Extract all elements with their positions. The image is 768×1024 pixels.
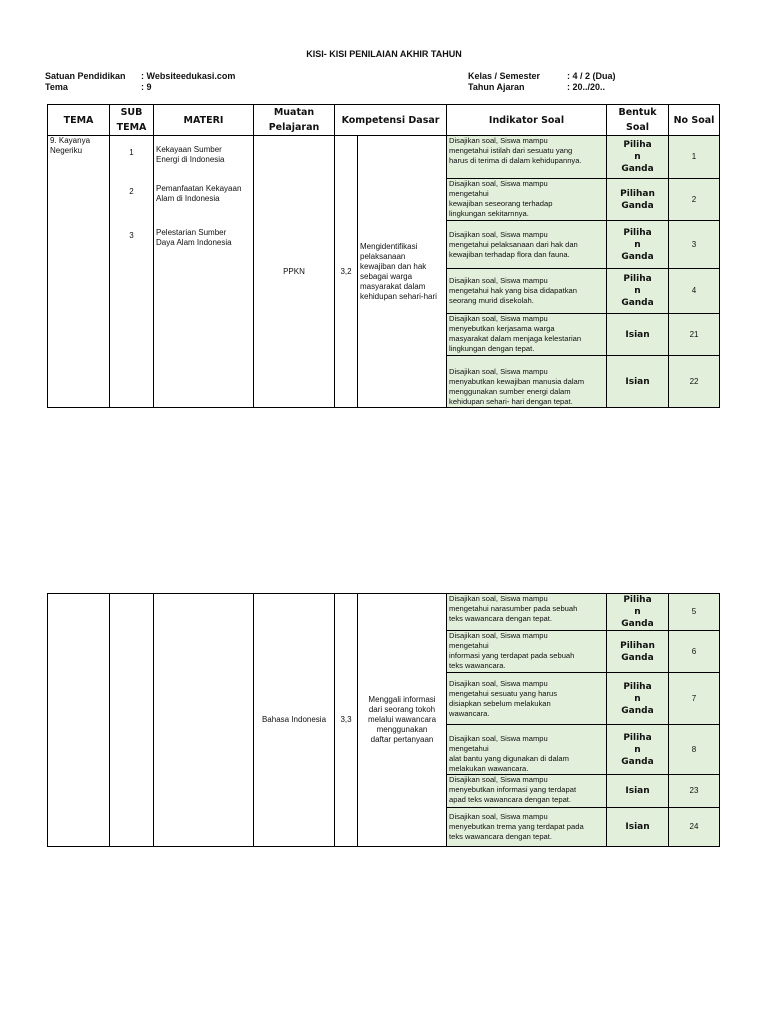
bentuk-cell: Piliha n Ganda — [607, 725, 669, 775]
bentuk-cell: Isian — [607, 356, 669, 408]
document-title: KISI- KISI PENILAIAN AKHIR TAHUN — [306, 49, 462, 59]
header-indikator: Indikator Soal — [447, 105, 607, 136]
nosoal-cell: 22 — [669, 356, 720, 408]
nosoal-cell: 23 — [669, 775, 720, 808]
nosoal-cell: 7 — [669, 673, 720, 725]
tema-row — [45, 82, 235, 93]
nosoal-cell: 2 — [669, 179, 720, 221]
kd-text-cell: Menggali informasi dari seorang tokoh melalui wawancara menggunakan daftar pertanyaan — [358, 594, 447, 847]
kd-text-cell: Mengidentifikasi pelaksanaan kewajiban dan hak sebagai warga masyarakat dalam kehidupan sehari-hari — [358, 136, 447, 408]
tema-value: : 9 — [141, 82, 152, 92]
kelas-label: Kelas / Semester — [468, 71, 541, 81]
bentuk-cell: Piliha n Ganda — [607, 594, 669, 631]
tahun-value: : 20../20.. — [567, 82, 606, 92]
materi-2: Pemanfaatan Kekayaan Alam di Indonesia — [156, 184, 242, 203]
table-row — [48, 594, 720, 631]
indikator-cell: Disajikan soal, Siswa mampu mengetahui kewajiban seseorang terhadap lingkungan sekitarnnya. — [447, 179, 607, 221]
satuan-value: : Websiteedukasi.com — [141, 71, 236, 81]
header-materi: MATERI — [154, 105, 254, 136]
header-muatan: Muatan Pelajaran — [254, 105, 335, 136]
subtema-2: 2 — [129, 187, 134, 196]
bentuk-cell: Piliha n Ganda — [607, 221, 669, 269]
meta-left — [45, 71, 235, 93]
subtema-3: 3 — [129, 231, 134, 240]
indikator-cell: Disajikan soal, Siswa mampu mengetahui narasumber pada sebuah teks wawancara dengan tepat. — [447, 594, 607, 631]
indikator-cell: Disajikan soal, Siswa mampu menyebutkan kerjasama warga masyarakat dalam menjaga kelestarian lingkungan dengan tepat. — [447, 314, 607, 356]
subtema-1: 1 — [129, 148, 134, 157]
nosoal-cell: 5 — [669, 594, 720, 631]
nosoal-cell: 4 — [669, 269, 720, 314]
muatan-cell: Bahasa Indonesia — [254, 594, 335, 847]
muatan-cell: PPKN — [254, 136, 335, 408]
materi-cell-empty — [154, 594, 254, 847]
meta-right — [468, 71, 616, 93]
kd-number-cell: 3,3 — [335, 594, 358, 847]
table-row — [48, 136, 720, 179]
indikator-cell: Disajikan soal, Siswa mampu mengetahui pelaksanaan dari hak dan kewajiban terhadap flora dan fauna. — [447, 221, 607, 269]
nosoal-cell: 8 — [669, 725, 720, 775]
indikator-cell: Disajikan soal, Siswa mampu mengetahui hak yang bisa didapatkan seorang murid disekolah. — [447, 269, 607, 314]
nosoal-cell: 1 — [669, 136, 720, 179]
bentuk-cell: Isian — [607, 314, 669, 356]
header-subtema: SUB TEMA — [110, 105, 154, 136]
nosoal-cell: 3 — [669, 221, 720, 269]
indikator-cell: Disajikan soal, Siswa mampu mengetahui alat bantu yang digunakan di dalam melakukan wawancara. — [447, 725, 607, 775]
table-header-row — [48, 105, 720, 136]
kd-number-cell: 3,2 — [335, 136, 358, 408]
bentuk-cell: Pilihan Ganda — [607, 179, 669, 221]
indikator-cell: Disajikan soal, Siswa mampu mengetahui sesuatu yang harus disiapkan sebelum melakukan wawancara. — [447, 673, 607, 725]
indikator-cell: Disajikan soal, Siswa mampu mengetahui informasi yang terdapat pada sebuah teks wawancara. — [447, 631, 607, 673]
bentuk-cell: Pilihan Ganda — [607, 631, 669, 673]
tahun-label: Tahun Ajaran — [468, 82, 525, 92]
bentuk-cell: Isian — [607, 775, 669, 808]
header-nosoal: No Soal — [669, 105, 720, 136]
bentuk-cell: Piliha n Ganda — [607, 269, 669, 314]
indikator-cell: Disajikan soal, Siswa mampu menyebutkan informasi yang terdapat apad teks wawancara dengan tepat. — [447, 775, 607, 808]
tema-label: Tema — [45, 82, 68, 92]
header-bentuk: Bentuk Soal — [607, 105, 669, 136]
indikator-cell: Disajikan soal, Siswa mampu menyebutkan trema yang terdapat pada teks wawancara dengan tepat. — [447, 808, 607, 847]
materi-cell — [154, 136, 254, 408]
bentuk-cell: Isian — [607, 808, 669, 847]
kisi-table-ppkn — [47, 104, 720, 408]
nosoal-cell: 21 — [669, 314, 720, 356]
subtema-cell — [110, 136, 154, 408]
tema-cell: 9. Kayanya Negeriku — [48, 136, 110, 408]
kelas-value: : 4 / 2 (Dua) — [567, 71, 616, 81]
tema-cell-empty — [48, 594, 110, 847]
indikator-cell: Disajikan soal, Siswa mampu menyabutkan kewajiban manusia dalam menggunakan sumber energi dalam kehidupan sehari- hari dengan tepat. — [447, 356, 607, 408]
header-kompetensi-dasar: Kompetensi Dasar — [335, 105, 447, 136]
satuan-label: Satuan Pendidikan — [45, 71, 126, 81]
bentuk-cell: Piliha n Ganda — [607, 136, 669, 179]
nosoal-cell: 24 — [669, 808, 720, 847]
materi-3: Pelestarian Sumber Daya Alam Indonesia — [156, 228, 232, 247]
kelas-row — [468, 71, 616, 82]
header-tema: TEMA — [48, 105, 110, 136]
tahun-row — [468, 82, 616, 93]
indikator-cell: Disajikan soal, Siswa mampu mengetahui istilah dari sesuatu yang harus di terima di dalam kehidupannya. — [447, 136, 607, 179]
subtema-cell-empty — [110, 594, 154, 847]
satuan-row — [45, 71, 235, 82]
kisi-table-bahasa-indonesia — [47, 593, 720, 847]
materi-1: Kekayaan Sumber Energi di Indonesia — [156, 145, 225, 164]
nosoal-cell: 6 — [669, 631, 720, 673]
bentuk-cell: Piliha n Ganda — [607, 673, 669, 725]
